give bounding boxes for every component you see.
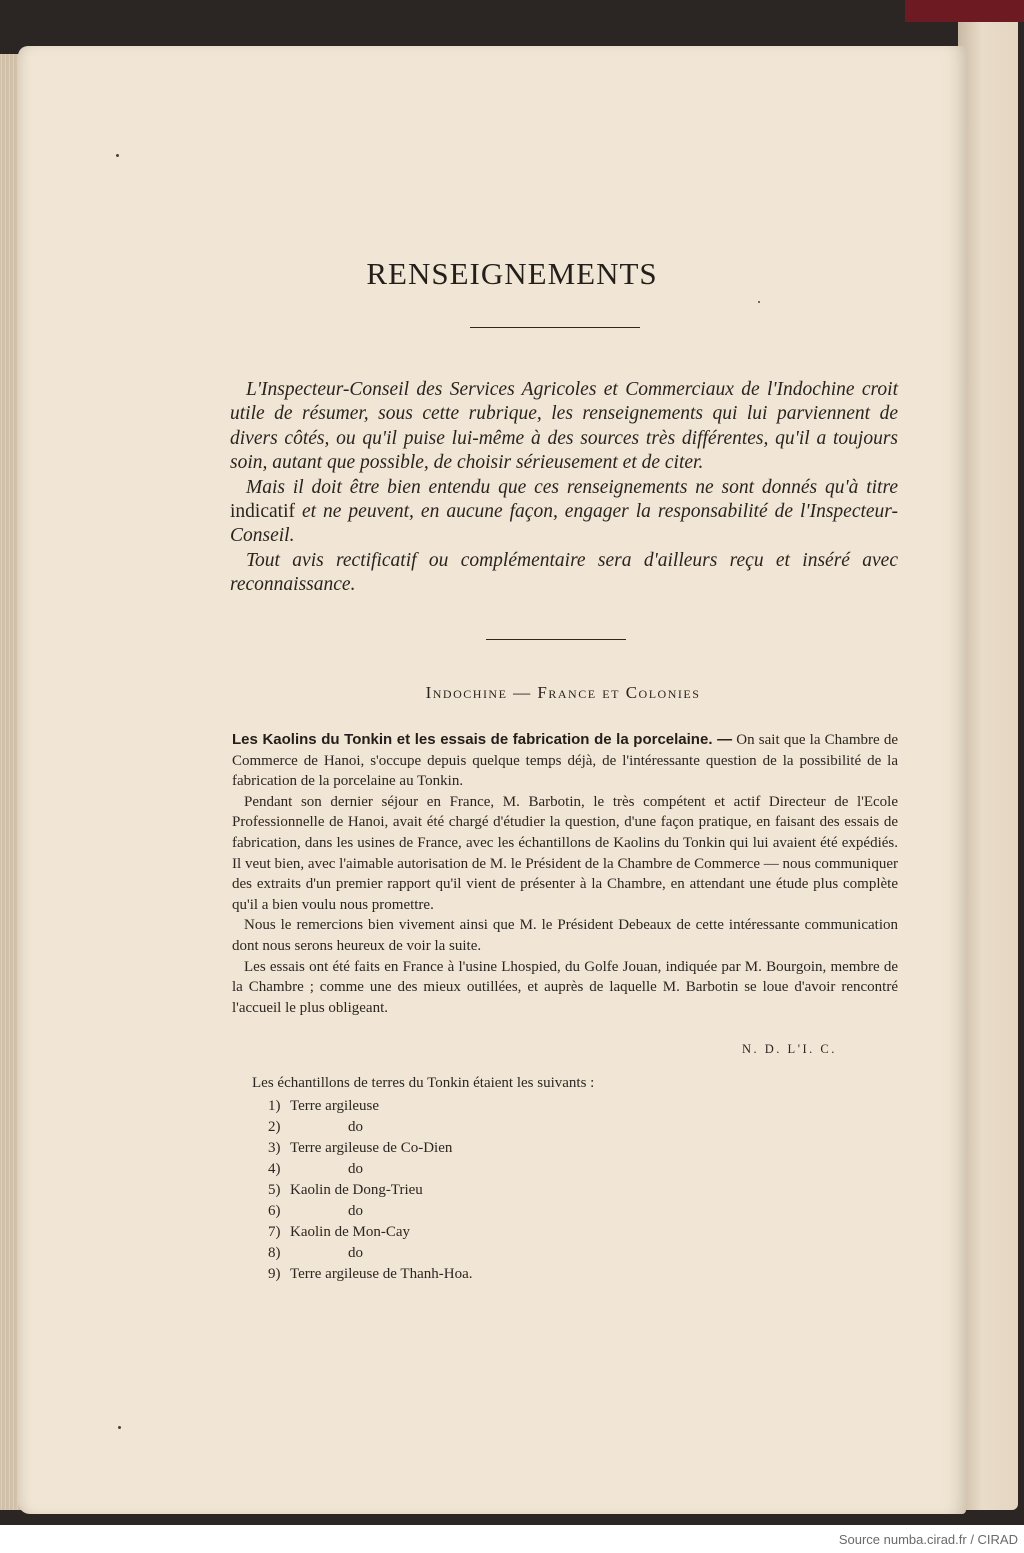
list-item-label: Terre argileuse de Co-Dien — [290, 1140, 453, 1156]
samples-list — [268, 1096, 472, 1285]
list-item — [268, 1222, 472, 1243]
list-item — [268, 1180, 472, 1201]
article-paragraph-4: Les essais ont été faits en France à l'usine Lhospied, du Golfe Jouan, indiquée par M. Bourgoin, membre de la Chambre ; comme une des mieux outillées, et auprès de laquelle M. Barbotin se loue d'avoir rencontré l'accueil le plus obligeant. — [232, 958, 898, 1016]
list-item-number: 3) — [268, 1140, 281, 1156]
list-item-number: 1) — [268, 1098, 281, 1114]
section-heading: Indochine — France et Colonies — [425, 683, 701, 702]
list-item — [268, 1138, 472, 1159]
title-rule — [470, 327, 640, 328]
section-rule — [486, 639, 626, 640]
book-cover-edge — [905, 0, 1024, 22]
list-item-number: 5) — [268, 1182, 281, 1198]
list-item-ditto: do — [348, 1203, 363, 1219]
list-item — [268, 1264, 472, 1285]
list-item-ditto: do — [348, 1245, 363, 1261]
intro-paragraph-3: Tout avis rectificatif ou complémentaire sera d'ailleurs reçu et inséré avec reconnaissance. — [230, 549, 898, 596]
editor-signature: N. D. L'I. C. — [742, 1042, 837, 1056]
list-item-label: Kaolin de Mon-Cay — [290, 1224, 410, 1240]
article-paragraph-3: Nous le remercions bien vivement ainsi que M. le Président Debeaux de cette intéressante communication dont nous serons heureux de voir la suite. — [232, 917, 898, 954]
list-item-number: 9) — [268, 1266, 281, 1282]
speck — [116, 154, 119, 157]
list-item-number: 7) — [268, 1224, 281, 1240]
list-item-ditto: do — [348, 1161, 363, 1177]
speck — [118, 1426, 121, 1429]
article-paragraph-2: Pendant son dernier séjour en France, M. Barbotin, le très compétent et actif Directeur de l'Ecole Professionnelle de Hanoi, avait été chargé d'étudier la question, d'une façon pratique, en faisant des essais de fabrication, dans les usines de France, avec les échantillons de Kaolins du Tonkin qui lui avaient été expédiés. Il veut bien, avec l'aimable autorisation de M. le Président de la Chambre de Commerce — nous communiquer des extraits d'un premier rapport qu'il vient de présenter à la Chambre, en attendant une étude plus complète qu'il a bien voulu nous promettre. — [232, 793, 898, 913]
list-item-number: 6) — [268, 1203, 281, 1219]
samples-intro: Les échantillons de terres du Tonkin étaient les suivants : — [252, 1075, 595, 1091]
list-item — [268, 1159, 472, 1180]
article-paragraph-1: Les Kaolins du Tonkin et les essais de fabrication de la porcelaine. — On sait que la Chambre de Commerce de Hanoi, s'occupe depuis quelque temps déjà, de l'intéressante question de la possibilité de la fabrication de la porcelaine au Tonkin. — [232, 731, 898, 790]
intro-paragraph-2: Mais il doit être bien entendu que ces renseignements ne sont donnés qu'à titre indicatif et ne peuvent, en aucune façon, engager la responsabilité de l'Inspecteur-Conseil. — [230, 476, 898, 547]
list-item — [268, 1201, 472, 1222]
list-item-ditto: do — [348, 1119, 363, 1135]
page-title: RENSEIGNEMENTS — [366, 256, 658, 291]
intro-notice — [230, 378, 898, 598]
source-credit: Source numba.cirad.fr / CIRAD — [838, 1532, 1018, 1547]
speck — [758, 301, 760, 303]
facing-page-edge — [958, 22, 1018, 1510]
intro-paragraph-1: L'Inspecteur-Conseil des Services Agricoles et Commerciaux de l'Indochine croit utile de résumer, sous cette rubrique, les renseignements qui lui parviennent de divers côtés, ou qu'il puise lui-même à des sources très différentes, qu'il a toujours soin, autant que possible, de choisir sérieusement et de citer. — [230, 379, 898, 474]
article-heading: Les Kaolins du Tonkin et les essais de fabrication de la porcelaine. — — [232, 731, 733, 748]
article-kaolins — [232, 730, 898, 1018]
list-item — [268, 1096, 472, 1117]
list-item-number: 8) — [268, 1245, 281, 1261]
list-item — [268, 1243, 472, 1264]
list-item — [268, 1117, 472, 1138]
list-item-number: 2) — [268, 1119, 281, 1135]
list-item-label: Terre argileuse — [290, 1098, 380, 1114]
list-item-number: 4) — [268, 1161, 281, 1177]
list-item-label: Terre argileuse de Thanh-Hoa. — [290, 1266, 473, 1282]
list-item-label: Kaolin de Dong-Trieu — [290, 1182, 423, 1198]
